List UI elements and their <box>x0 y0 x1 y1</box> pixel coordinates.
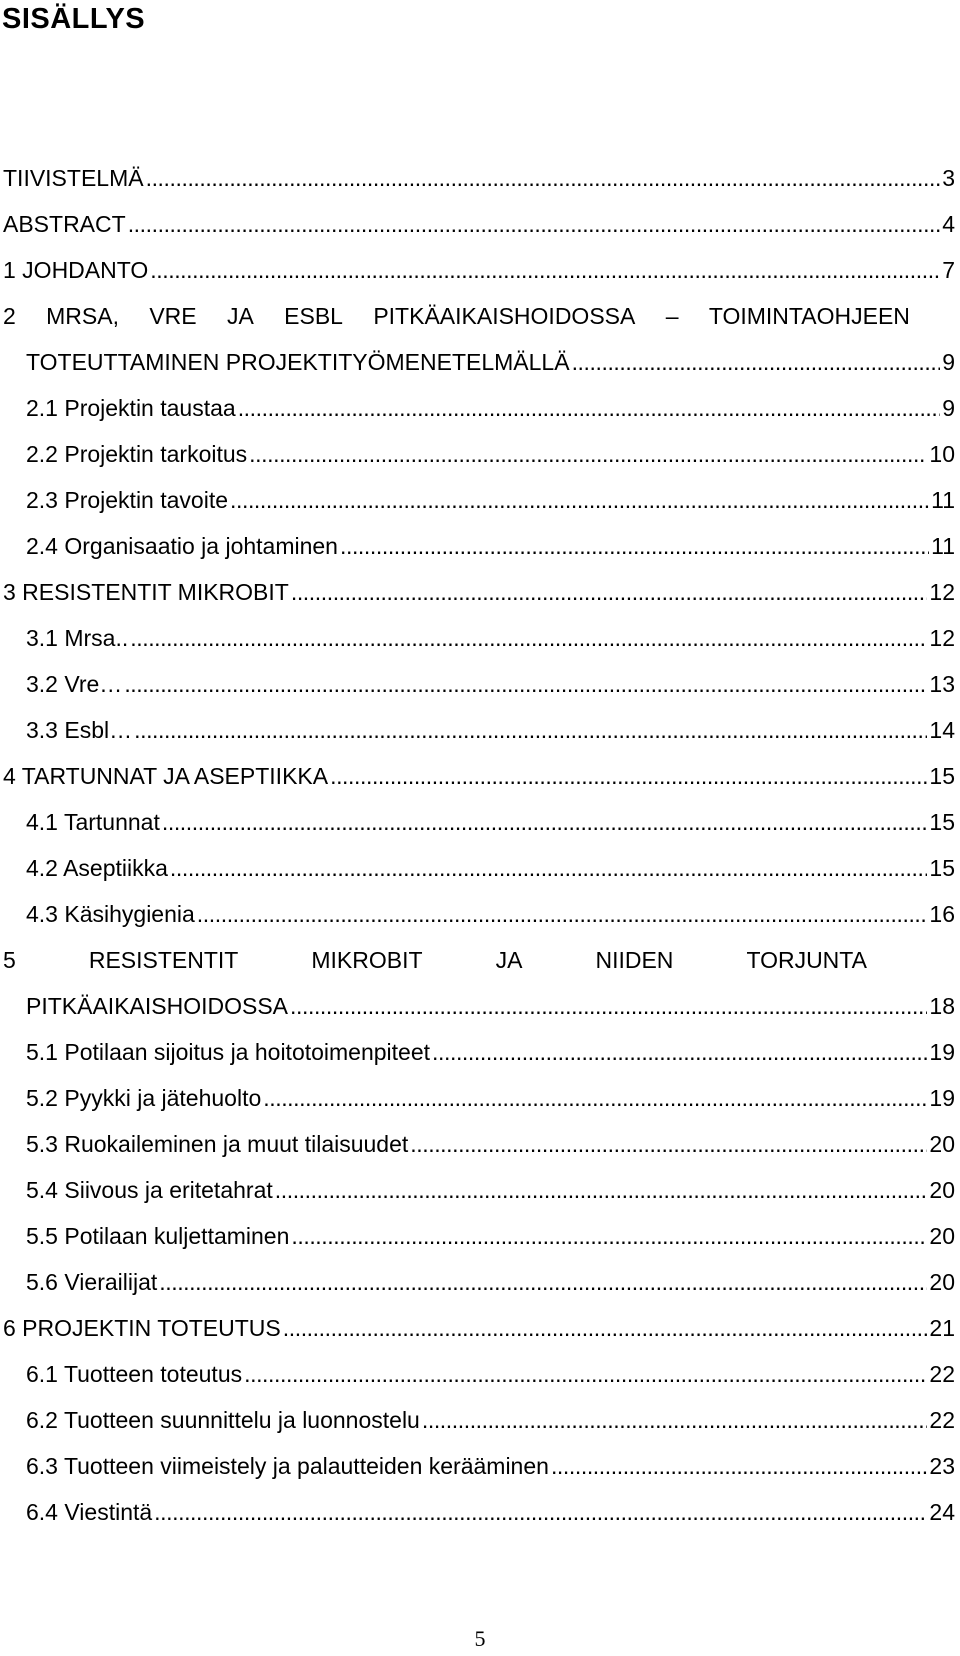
toc-word: JA <box>226 303 254 329</box>
toc-page-number: 18 <box>929 993 955 1019</box>
toc-entry[interactable] <box>0 1029 960 1075</box>
toc-page-number: 15 <box>929 855 955 881</box>
toc-page-number: 19 <box>929 1085 955 1111</box>
toc-page-number: 13 <box>929 671 955 697</box>
toc-page-number: 7 <box>942 257 955 283</box>
toc-leader-dots <box>170 845 927 891</box>
toc-leader-dots <box>275 1167 928 1213</box>
toc-leader-dots <box>159 1259 927 1305</box>
toc-page-number: 12 <box>929 625 955 651</box>
toc-word: RESISTENTIT <box>88 947 239 973</box>
toc-entry-label: 6.4 Viestintä <box>26 1499 153 1525</box>
toc-leader-dots <box>340 523 929 569</box>
page-number: 5 <box>474 1626 486 1651</box>
toc-word: – <box>665 303 679 329</box>
toc-page-number: 11 <box>931 487 955 513</box>
toc-leader-dots <box>124 661 927 707</box>
toc-entry-label: 5.1 Potilaan sijoitus ja hoitotoimenpiteet <box>26 1039 431 1065</box>
toc-entry-label: 4.3 Käsihygienia <box>26 901 195 927</box>
toc-word: JA <box>495 947 523 973</box>
toc-leader-dots <box>128 201 941 247</box>
toc-entry[interactable] <box>0 799 960 845</box>
toc-entry-label: 6 PROJEKTIN TOTEUTUS <box>3 1315 281 1341</box>
toc-page-number: 20 <box>929 1223 955 1249</box>
toc-word: TOIMINTAOHJEEN <box>708 303 910 329</box>
toc-entry-label: 3.1 Mrsa.. <box>26 625 129 651</box>
toc-page-number: 19 <box>929 1039 955 1065</box>
toc-word: PITKÄAIKAISHOIDOSSA <box>373 303 636 329</box>
toc-page-number: 14 <box>929 717 955 743</box>
toc-entry[interactable] <box>0 1213 960 1259</box>
table-of-contents <box>0 155 960 1535</box>
toc-leader-dots <box>150 247 940 293</box>
toc-word: MIKROBIT <box>311 947 423 973</box>
toc-page-number: 3 <box>942 165 955 191</box>
toc-entry[interactable] <box>0 477 960 523</box>
toc-entry[interactable] <box>0 1443 960 1489</box>
toc-entry-label: 5.5 Potilaan kuljettaminen <box>26 1223 290 1249</box>
toc-entry[interactable] <box>0 1121 960 1167</box>
toc-leader-dots <box>134 707 927 753</box>
toc-page-number: 24 <box>929 1499 955 1525</box>
toc-leader-dots <box>244 1351 927 1397</box>
toc-entry-label: 5.3 Ruokaileminen ja muut tilaisuudet <box>26 1131 409 1157</box>
toc-page-number: 4 <box>942 211 955 237</box>
toc-entry-label: 4.1 Tartunnat <box>26 809 160 835</box>
toc-page-number: 20 <box>929 1177 955 1203</box>
toc-page-number: 12 <box>929 579 955 605</box>
toc-page-number: 11 <box>931 533 955 559</box>
toc-entry[interactable] <box>0 569 960 615</box>
toc-entry[interactable] <box>0 1397 960 1443</box>
toc-page-number: 15 <box>929 809 955 835</box>
toc-entry-continuation[interactable] <box>0 983 960 1029</box>
toc-word: VRE <box>149 303 197 329</box>
toc-leader-dots <box>432 1029 927 1075</box>
toc-leader-dots <box>551 1443 927 1489</box>
toc-entry[interactable] <box>0 1489 960 1535</box>
toc-leader-dots <box>283 1305 928 1351</box>
toc-page-number: 22 <box>929 1407 955 1433</box>
toc-entry-label: PITKÄAIKAISHOIDOSSA <box>26 993 289 1019</box>
toc-leader-dots <box>146 155 941 201</box>
toc-entry-label: 4 TARTUNNAT JA ASEPTIIKKA <box>3 763 329 789</box>
toc-word: MRSA, <box>46 303 119 329</box>
toc-page-number: 15 <box>929 763 955 789</box>
toc-entry-label: 2.3 Projektin tavoite <box>26 487 229 513</box>
toc-leader-dots <box>422 1397 928 1443</box>
toc-word: 5 <box>3 947 16 973</box>
toc-entry[interactable] <box>0 753 960 799</box>
toc-entry[interactable] <box>0 201 960 247</box>
toc-leader-dots <box>290 983 927 1029</box>
toc-entry[interactable] <box>0 155 960 201</box>
toc-entry-label: 2.2 Projektin tarkoitus <box>26 441 248 467</box>
toc-leader-dots <box>410 1121 927 1167</box>
toc-entry[interactable] <box>0 385 960 431</box>
toc-leader-dots <box>162 799 928 845</box>
toc-page-number: 10 <box>929 441 955 467</box>
toc-word: ESBL <box>284 303 343 329</box>
toc-entry-label: 6.2 Tuotteen suunnittelu ja luonnostelu <box>26 1407 420 1433</box>
toc-entry-label: TIIVISTELMÄ <box>3 165 144 191</box>
toc-word: NIIDEN <box>595 947 674 973</box>
toc-entry-label: 5.6 Vierailijat <box>26 1269 158 1295</box>
toc-entry-label: 3.3 Esbl… <box>26 717 133 743</box>
toc-word: TORJUNTA <box>746 947 867 973</box>
toc-entry[interactable] <box>0 1351 960 1397</box>
toc-entry-label: 3 RESISTENTIT MIKROBIT <box>3 579 289 605</box>
toc-entry[interactable] <box>0 1305 960 1351</box>
toc-entry[interactable] <box>0 247 960 293</box>
toc-leader-dots <box>291 569 928 615</box>
toc-leader-dots <box>197 891 928 937</box>
toc-entry-label: 1 JOHDANTO <box>3 257 149 283</box>
toc-entry[interactable] <box>0 431 960 477</box>
toc-entry[interactable] <box>0 661 960 707</box>
toc-entry[interactable] <box>0 891 960 937</box>
toc-leader-dots <box>154 1489 927 1535</box>
toc-entry[interactable] <box>0 845 960 891</box>
toc-entry-label: 2.4 Organisaatio ja johtaminen <box>26 533 338 559</box>
toc-entry[interactable] <box>0 1259 960 1305</box>
toc-entry[interactable] <box>0 1167 960 1213</box>
toc-entry[interactable] <box>0 707 960 753</box>
toc-leader-dots <box>291 1213 927 1259</box>
toc-entry-label: 2.1 Projektin taustaa <box>26 395 236 421</box>
toc-entry-label: 6.1 Tuotteen toteutus <box>26 1361 243 1387</box>
toc-entry-first-line[interactable] <box>0 293 960 339</box>
toc-page-number: 21 <box>929 1315 955 1341</box>
toc-entry[interactable] <box>0 615 960 661</box>
toc-entry-label: 4.2 Aseptiikka <box>26 855 168 881</box>
toc-page-number: 9 <box>942 349 955 375</box>
page-title: SISÄLLYS <box>2 3 146 35</box>
toc-entry-label: TOTEUTTAMINEN PROJEKTITYÖMENETELMÄLLÄ <box>26 349 570 375</box>
toc-entry-label: 6.3 Tuotteen viimeistely ja palautteiden kerääminen <box>26 1453 549 1479</box>
toc-page-number: 16 <box>929 901 955 927</box>
toc-entry[interactable] <box>0 523 960 569</box>
toc-leader-dots <box>263 1075 927 1121</box>
toc-leader-dots <box>130 615 927 661</box>
toc-word: 2 <box>3 303 16 329</box>
toc-leader-dots <box>249 431 927 477</box>
toc-entry-continuation[interactable] <box>0 339 960 385</box>
toc-leader-dots <box>230 477 929 523</box>
toc-leader-dots <box>238 385 941 431</box>
toc-entry-label: 5.4 Siivous ja eritetahrat <box>26 1177 273 1203</box>
toc-page-number: 23 <box>929 1453 955 1479</box>
toc-page-number: 22 <box>929 1361 955 1387</box>
toc-page-number: 20 <box>929 1269 955 1295</box>
toc-entry[interactable] <box>0 1075 960 1121</box>
toc-page-number: 20 <box>929 1131 955 1157</box>
toc-leader-dots <box>572 339 941 385</box>
toc-leader-dots <box>330 753 927 799</box>
toc-page-number: 9 <box>942 395 955 421</box>
toc-entry-first-line[interactable] <box>0 937 960 983</box>
toc-entry-label: 5.2 Pyykki ja jätehuolto <box>26 1085 262 1111</box>
toc-entry-label: 3.2 Vre… <box>26 671 123 697</box>
toc-entry-label: ABSTRACT <box>3 211 126 237</box>
